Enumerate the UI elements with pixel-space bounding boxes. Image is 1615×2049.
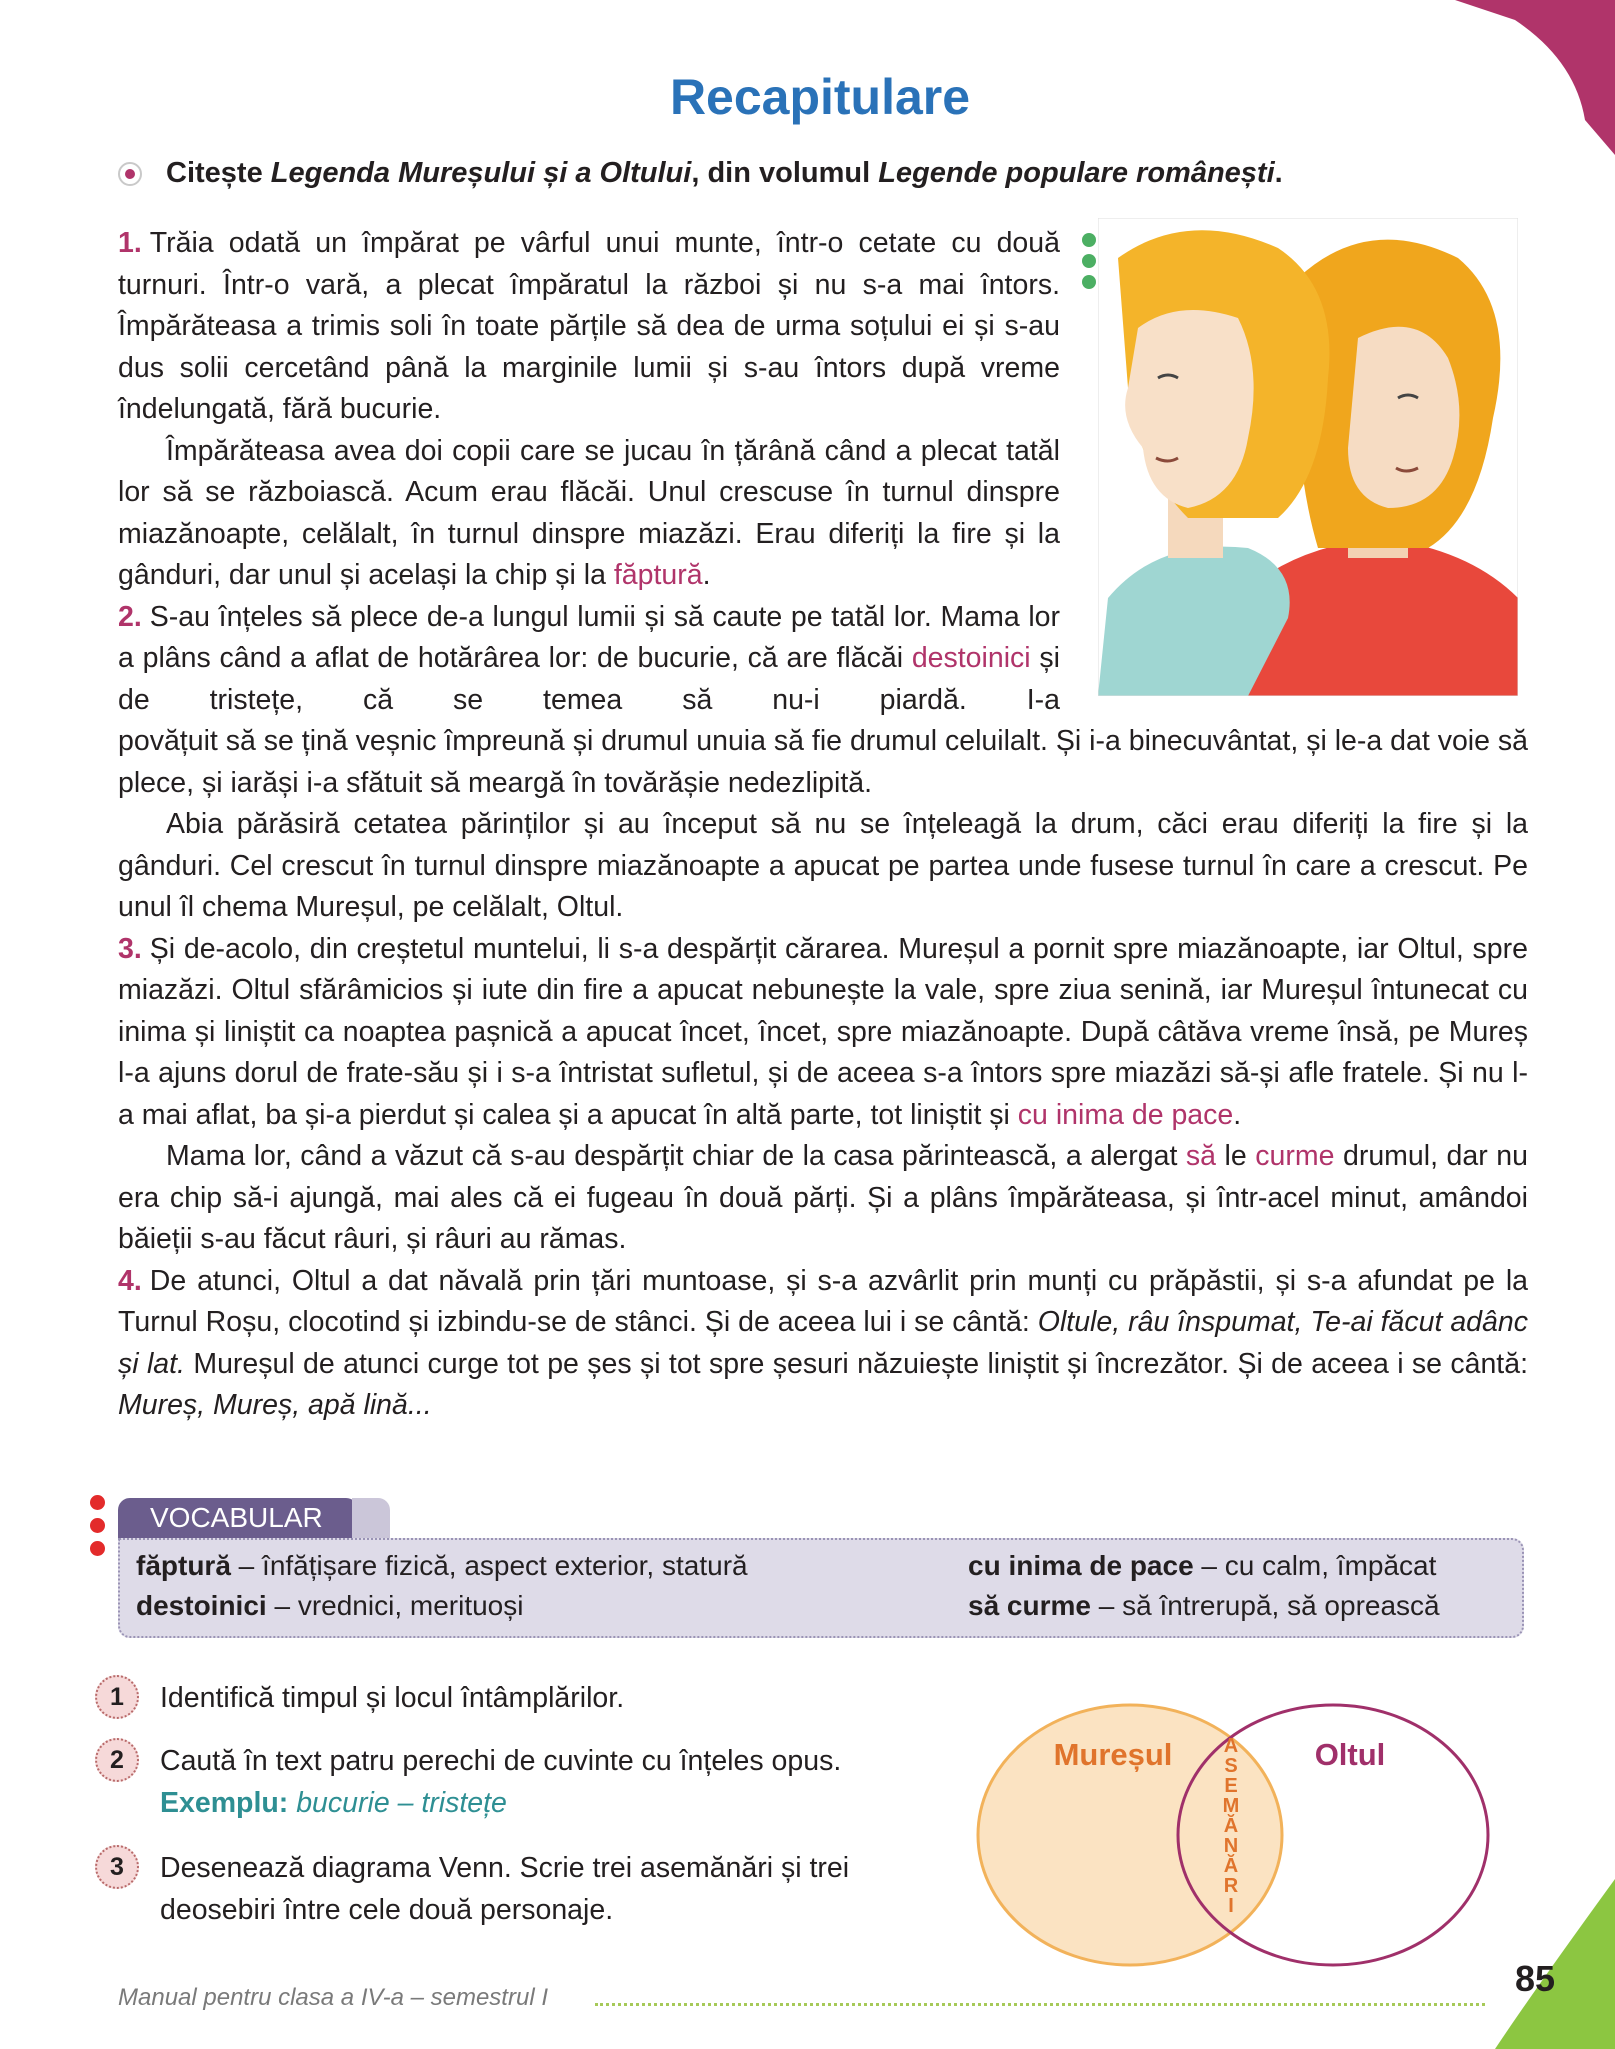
paragraph-text: S-au înțeles să plece de-a lungul lumii și să caute pe tatăl lor. Mama lor a plâns când a aflat de hotărârea lor: de bucurie, că are flăcăi — [118, 600, 1060, 674]
instruction-prefix: Citește — [166, 157, 271, 189]
task-3-text: Desenează diagrama Venn. Scrie trei asemănări și trei deosebiri între cele două personaje. — [160, 1852, 850, 1926]
vocab-term: să curme — [968, 1590, 1091, 1621]
vocab-word-sa: să — [1185, 1140, 1217, 1172]
section-number: 2. — [118, 600, 142, 633]
task-number-1: 1 — [95, 1675, 139, 1719]
story-text-bottom — [118, 721, 1528, 1427]
section-number: 1. — [118, 227, 142, 259]
footer-text: Manual pentru clasa a IV-a – semestrul I — [118, 1984, 548, 2011]
paragraph-1 — [118, 223, 1060, 431]
paragraph-text: și de tristețe, că se temea să nu-i piardă. I-a — [118, 642, 1060, 716]
task-2-text: Caută în text patru perechi de cuvinte cu înțeles opus. — [160, 1745, 842, 1777]
vocab-entry — [968, 1546, 1436, 1586]
story-text-top — [118, 223, 1060, 721]
task-number-3: 3 — [95, 1845, 139, 1889]
instruction-end: . — [1274, 157, 1283, 189]
paragraph-4: Abia părăsiră cetatea părinților și au început să nu se înțeleagă la drum, căci erau diferiți la fire și la gânduri. Cel crescut în turnul dinspre miazănoapte a apucat pe partea unde fusese turnul în care a crescut. Pe unul îl chema Mureșul, pe celălalt, Oltul. — [118, 808, 1528, 923]
bullet-icon — [118, 162, 142, 186]
red-dots-decoration — [90, 1495, 105, 1564]
venn-label-mures: Mureșul — [1053, 1737, 1173, 1772]
song-quote-olt: Oltule, râu înspumat, Te-ai făcut adânc și lat. — [118, 1306, 1528, 1380]
song-quote-mures: Mureș, Mureș, apă lină... — [118, 1389, 432, 1421]
vocab-word-destoinici: destoinici — [911, 642, 1031, 674]
vocab-entry — [136, 1586, 523, 1626]
venn-label-olt: Oltul — [1314, 1737, 1386, 1772]
instruction-work-title: Legenda Mureșului și a Oltului — [270, 157, 692, 189]
venn-diagram — [975, 1700, 1495, 1970]
venn-middle-letter: A — [1223, 1735, 1239, 1757]
paragraph-text: le — [1216, 1140, 1256, 1172]
vocab-entry — [968, 1586, 1440, 1626]
paragraph-text: . — [702, 559, 711, 591]
venn-middle-letter: R — [1223, 1875, 1239, 1897]
paragraph-text: . — [1233, 1098, 1242, 1131]
paragraph-7 — [118, 1261, 1528, 1427]
venn-middle-letter: I — [1228, 1895, 1234, 1917]
venn-middle-letter: N — [1223, 1835, 1239, 1857]
vocab-definition: – să întrerupă, să oprească — [1090, 1590, 1440, 1621]
green-dots-decoration — [1082, 233, 1096, 296]
paragraph-text: De atunci, Oltul a dat năvală prin țări muntoase, și s-a azvârlit prin munți cu prăpăstii, și s-a afundat pe la Turnul Roșu, clocotind și izbindu-se de stânci. Și de aceea lui i se cântă: — [118, 1264, 1528, 1338]
page-title: Recapitulare — [669, 69, 971, 125]
twin-brothers-illustration — [1098, 218, 1518, 696]
example-label: Exemplu: — [160, 1787, 289, 1819]
paragraph-text: Împărăteasa avea doi copii care se jucau în țărână când a plecat tatăl lor să se războiască. Acum erau flăcăi. Unul crescuse în turnul dinspre miazănoapte, celălalt, în turnul dinspre miazăzi. Erau diferiți la fire și la gânduri, dar unul și același la chip și la — [118, 434, 1060, 591]
reading-instruction — [118, 157, 1283, 190]
footer-dotted-line — [595, 2003, 1485, 2006]
venn-middle-letter: M — [1222, 1795, 1240, 1817]
task-number-2: 2 — [95, 1738, 139, 1782]
vocab-term: destoinici — [136, 1590, 267, 1621]
vocab-word-curme: curme — [1255, 1140, 1335, 1172]
venn-middle-letter: Ă — [1223, 1815, 1239, 1837]
paragraph-text: Și de-acolo, din creștetul muntelui, li s-a despărțit cărarea. Mureșul a pornit spre miazănoapte, iar Oltul, spre miazăzi. Oltul sfărâmicios și iute din fire a apucat nebunește la vale, spre ziua senină, iar Mureșul întunecat cu inima și liniștit ca noaptea pașnică a apucat încet, încet, spre miazănoapte. După câtăva vreme însă, pe Mureș l-a ajuns dorul de frate-său și i s-a întristat sufletul, și de aceea s-a întors spre miazăzi să-și afle fratele. Și nu l-a mai aflat, ba și-a pierdut și calea și a apucat în altă parte, tot liniștit și — [118, 932, 1528, 1131]
paragraph-text: Mureșul de atunci curge tot pe șes și tot spre șesuri năzuiește liniștit și încrezător. Și de aceea i se cântă: — [184, 1347, 1528, 1380]
vocabulary-tab: VOCABULAR — [118, 1498, 358, 1538]
vocab-definition: – înfățișare fizică, aspect exterior, statură — [230, 1550, 748, 1581]
section-number: 3. — [118, 932, 142, 965]
vocab-term: făptură — [136, 1550, 231, 1581]
vocab-word-cu-inima-de-pace: cu inima de pace — [1017, 1098, 1234, 1131]
paragraph-text: drumul, dar nu era chip să-i ajungă, mai ales că ei fugeau în două părți. Și a plâns împărăteasa, și într-acel minut, amândoi băieții s-au făcut râuri, și râuri au rămas. — [118, 1140, 1528, 1255]
paragraph-5 — [118, 929, 1528, 1137]
section-number: 4. — [118, 1264, 142, 1297]
page-number: 85 — [1515, 1958, 1556, 1999]
instruction-volume-title: Legende populare românești — [878, 157, 1275, 189]
task-1-text: Identifică timpul și locul întâmplărilor. — [160, 1682, 625, 1714]
vocab-entry — [136, 1546, 748, 1586]
vocab-word-faptura: făptură — [613, 559, 703, 591]
venn-middle-letter: Ă — [1223, 1855, 1239, 1877]
vocabulary-box — [118, 1538, 1524, 1638]
vocab-definition: – cu calm, împăcat — [1193, 1550, 1437, 1581]
paragraph-6 — [118, 1136, 1528, 1261]
paragraph-text: Mama lor, când a văzut că s-au despărțit chiar de la casa părintească, a alergat — [166, 1140, 1186, 1172]
vocabulary-tab-edge — [352, 1498, 390, 1538]
venn-middle-letter: S — [1224, 1755, 1238, 1777]
instruction-middle: , din volumul — [691, 157, 879, 189]
example-value: bucurie – tristețe — [288, 1787, 507, 1819]
venn-middle-letter: E — [1224, 1775, 1238, 1797]
task-2 — [160, 1740, 960, 1824]
paragraph-3-start — [118, 597, 1060, 722]
vocab-definition: – vrednici, merituoși — [266, 1590, 524, 1621]
paragraph-3-end: povățuit să se țină veșnic împreună și drumul unuia să fie drumul celuilalt. Și i-a binecuvântat, și le-a dat voie să plece, și iarăși i-a sfătuit să meargă în tovărășie nedezlipită. — [118, 725, 1528, 799]
vocab-term: cu inima de pace — [968, 1550, 1194, 1581]
paragraph-2 — [118, 431, 1060, 597]
paragraph-text: Trăia odată un împărat pe vârful unui munte, într-o cetate cu două turnuri. Într-o vară, a plecat împăratul la război și nu s-a mai întors. Împărăteasa a trimis soli în toate părțile să dea de urma soțului ei și s-au dus solii cercetând până la marginile lumii și s-au întors după vreme îndelungată, fără bucurie. — [118, 227, 1060, 425]
